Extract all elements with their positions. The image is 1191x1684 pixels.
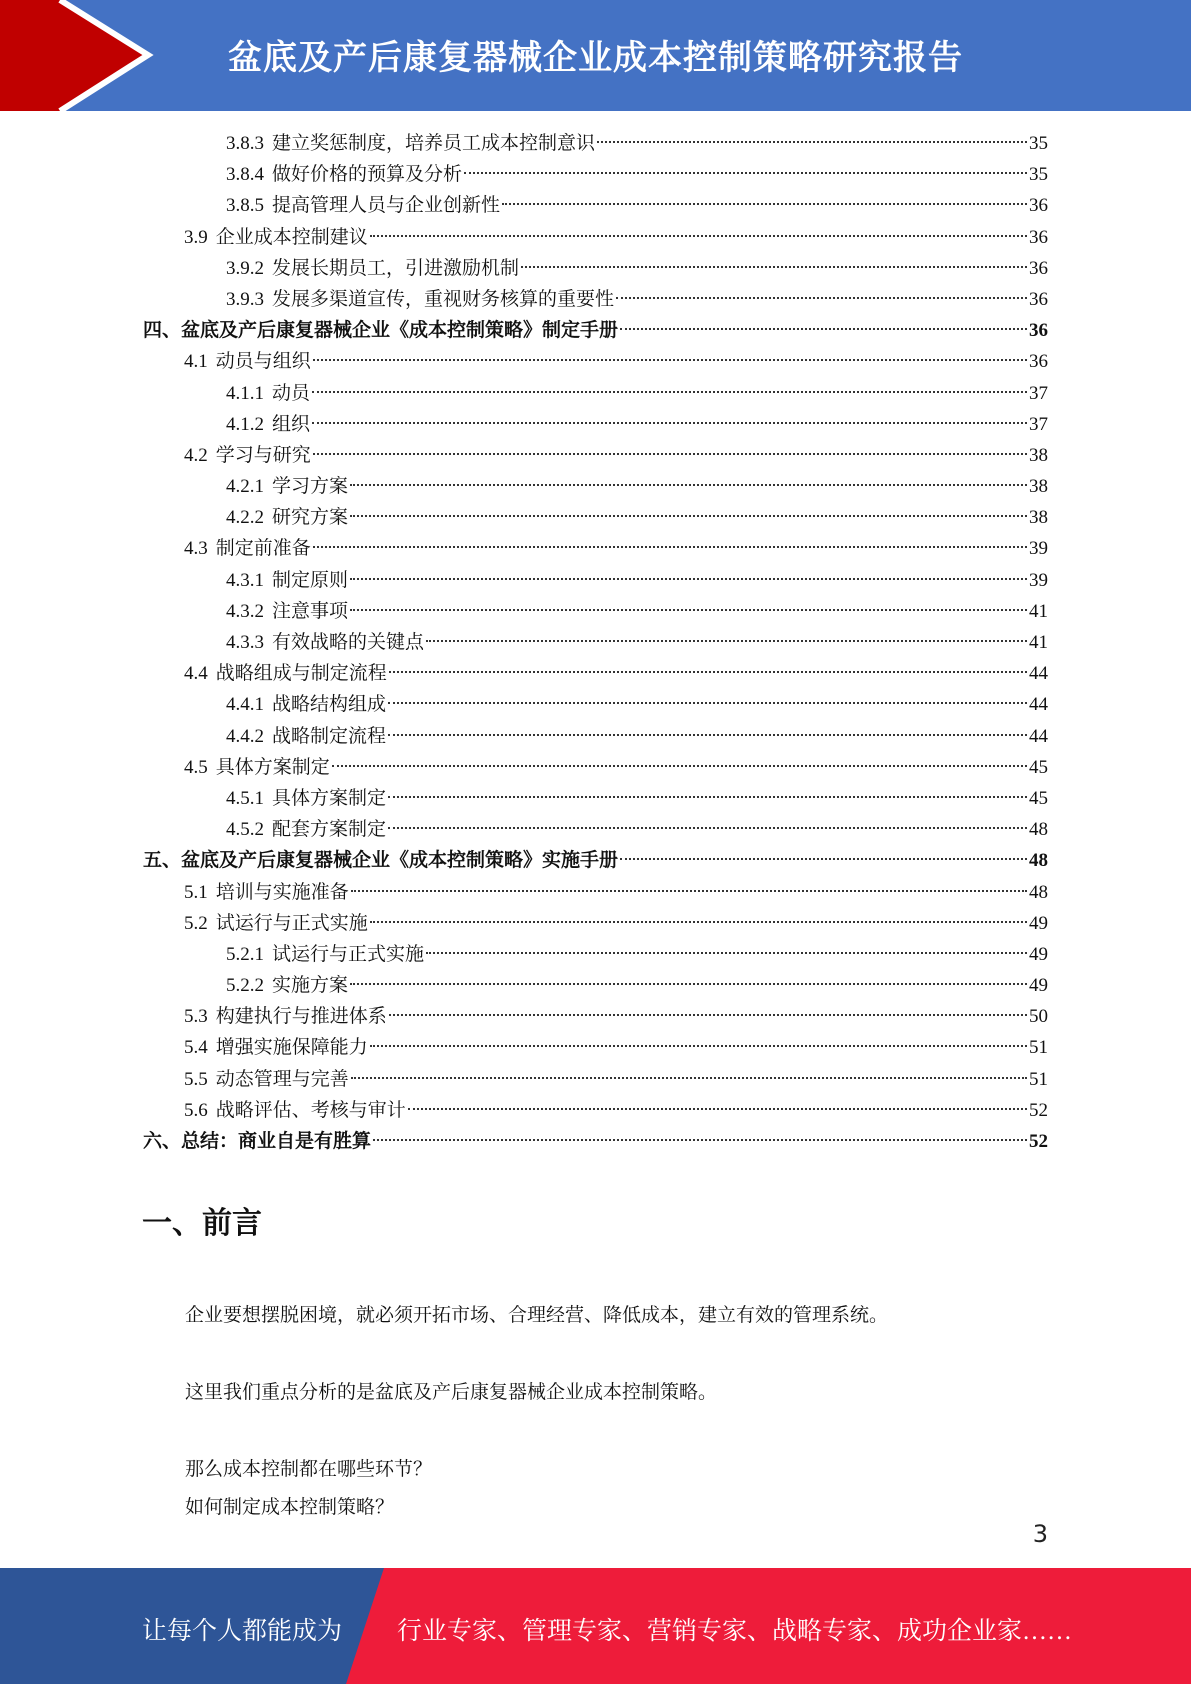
toc-dot-leader	[388, 702, 1027, 704]
toc-entry[interactable]	[143, 1032, 1048, 1063]
toc-dot-leader	[426, 640, 1027, 642]
toc-entry-number: 3.8.3	[226, 133, 264, 154]
footer-slogan-left: 让每个人都能成为	[142, 1618, 343, 1645]
toc-entry-title: 增强实施保障能力	[215, 1037, 368, 1059]
toc-entry-number: 5.2.2	[226, 975, 264, 997]
toc-entry-title: 建立奖惩制度，培养员工成本控制意识	[272, 133, 596, 154]
toc-entry[interactable]	[143, 1126, 1048, 1157]
toc-entry-page: 37	[1029, 382, 1048, 404]
toc-entry-number: 4.1.2	[226, 413, 264, 435]
toc-entry[interactable]	[143, 253, 1048, 284]
toc-dot-leader	[620, 858, 1027, 860]
toc-entry-title: 学习方案	[272, 476, 349, 498]
toc-entry[interactable]	[143, 471, 1048, 502]
toc-entry[interactable]	[143, 378, 1048, 409]
toc-entry[interactable]	[143, 970, 1048, 1001]
footer-slogan-right: 行业专家、管理专家、营销专家、战略专家、成功企业家……	[397, 1618, 1073, 1645]
toc-dot-leader	[370, 1045, 1027, 1047]
toc-entry-title: 配套方案制定	[272, 819, 387, 841]
toc-dot-leader	[313, 453, 1027, 455]
toc-entry[interactable]	[143, 596, 1048, 627]
toc-entry-page: 52	[1029, 1099, 1048, 1121]
toc-entry-title: 培训与实施准备	[215, 881, 349, 903]
toc-entry-number: 5.2	[184, 912, 208, 934]
page-header	[0, 0, 1191, 111]
toc-entry[interactable]	[143, 627, 1048, 658]
toc-entry-title: 动员与组织	[215, 351, 311, 373]
toc-entry-title: 五、盆底及产后康复器械企业《成本控制策略》实施手册	[143, 850, 619, 872]
toc-dot-leader	[312, 422, 1027, 424]
toc-entry-number: 4.5.2	[226, 819, 264, 841]
toc-dot-leader	[350, 578, 1027, 580]
toc-entry-number: 4.3.1	[226, 569, 264, 591]
toc-entry[interactable]	[143, 409, 1048, 440]
toc-entry[interactable]	[143, 502, 1048, 533]
toc-dot-leader	[332, 765, 1027, 767]
toc-entry-page: 49	[1029, 912, 1048, 934]
toc-entry[interactable]	[143, 440, 1048, 471]
toc-dot-leader	[388, 734, 1027, 736]
toc-entry[interactable]	[143, 533, 1048, 564]
toc-dot-leader	[389, 671, 1027, 673]
toc-entry-page: 35	[1029, 133, 1048, 154]
toc-entry-title: 制定前准备	[215, 538, 311, 560]
toc-entry-title: 提高管理人员与企业创新性	[272, 195, 501, 217]
toc-entry-number: 4.3	[184, 538, 208, 560]
toc-entry-title: 四、盆底及产后康复器械企业《成本控制策略》制定手册	[143, 320, 619, 342]
toc-dot-leader	[389, 1014, 1027, 1016]
toc-entry[interactable]	[143, 783, 1048, 814]
toc-dot-leader	[350, 983, 1027, 985]
toc-entry[interactable]	[143, 284, 1048, 315]
toc-entry-title: 组织	[272, 413, 311, 435]
toc-entry-page: 39	[1029, 538, 1048, 560]
toc-entry-title: 战略组成与制定流程	[215, 663, 387, 685]
toc-dot-leader	[388, 827, 1027, 829]
toc-dot-leader	[464, 172, 1027, 174]
page-footer	[0, 1568, 1191, 1684]
toc-dot-leader	[620, 328, 1027, 330]
toc-entry-title: 试运行与正式实施	[215, 912, 368, 934]
toc-entry-number: 4.3.3	[226, 632, 264, 653]
toc-entry-number: 5.2.1	[226, 943, 264, 965]
toc-dot-leader	[350, 484, 1027, 486]
toc-entry-page: 50	[1029, 1006, 1048, 1028]
toc-entry-title: 动员	[272, 382, 311, 404]
toc-entry-number: 5.1	[184, 881, 208, 903]
toc-entry[interactable]	[143, 814, 1048, 845]
toc-entry-title: 六、总结：商业自是有胜算	[143, 1131, 372, 1152]
toc-entry-title: 试运行与正式实施	[272, 943, 425, 965]
toc-dot-leader	[370, 921, 1027, 923]
toc-entry-page: 35	[1029, 164, 1048, 186]
toc-entry-number: 3.9	[184, 226, 208, 248]
toc-entry-title: 具体方案制定	[215, 756, 330, 778]
toc-entry-page: 39	[1029, 569, 1048, 591]
toc-entry-title: 战略制定流程	[272, 725, 387, 747]
section-heading: 一、前言	[142, 1206, 262, 1241]
toc-dot-leader	[350, 515, 1027, 517]
toc-dot-leader	[426, 952, 1027, 954]
toc-entry-number: 4.2.2	[226, 507, 264, 529]
toc-entry-number: 5.3	[184, 1006, 208, 1028]
toc-entry-number: 3.9.3	[226, 288, 264, 310]
toc-dot-leader	[373, 1139, 1027, 1141]
table-of-contents	[143, 128, 1048, 1157]
toc-entry-page: 41	[1029, 600, 1048, 622]
toc-entry-page: 36	[1029, 226, 1048, 248]
toc-entry-number: 5.6	[184, 1099, 208, 1121]
toc-dot-leader	[351, 890, 1027, 892]
toc-entry-title: 学习与研究	[215, 444, 311, 466]
toc-entry-page: 52	[1029, 1131, 1048, 1152]
toc-entry-title: 研究方案	[272, 507, 349, 529]
toc-entry[interactable]	[143, 939, 1048, 970]
toc-entry[interactable]	[143, 752, 1048, 783]
paragraph: 如何制定成本控制策略？	[185, 1497, 395, 1518]
toc-dot-leader	[408, 1108, 1027, 1110]
toc-entry-page: 48	[1029, 850, 1048, 872]
toc-entry-page: 51	[1029, 1037, 1048, 1059]
toc-entry-number: 3.9.2	[226, 257, 264, 279]
paragraph: 那么成本控制都在哪些环节？	[185, 1459, 433, 1480]
toc-entry-page: 44	[1029, 663, 1048, 685]
toc-entry[interactable]	[143, 565, 1048, 596]
page-number: 3	[1032, 1520, 1048, 1548]
toc-entry[interactable]	[143, 159, 1048, 190]
toc-entry-page: 36	[1029, 320, 1048, 342]
toc-entry-page: 49	[1029, 975, 1048, 997]
toc-entry-page: 36	[1029, 195, 1048, 217]
toc-entry-title: 战略结构组成	[272, 694, 387, 716]
toc-dot-leader	[388, 796, 1027, 798]
toc-entry[interactable]	[143, 1064, 1048, 1095]
toc-entry-page: 51	[1029, 1068, 1048, 1090]
toc-entry-number: 3.8.4	[226, 164, 264, 186]
toc-entry-page: 49	[1029, 943, 1048, 965]
toc-entry[interactable]	[143, 315, 1048, 346]
toc-entry-page: 44	[1029, 725, 1048, 747]
toc-entry-title: 战略评估、考核与审计	[215, 1099, 406, 1121]
toc-entry-title: 发展长期员工，引进激励机制	[272, 257, 520, 279]
toc-dot-leader	[313, 359, 1027, 361]
toc-entry-page: 44	[1029, 694, 1048, 716]
toc-entry-title: 具体方案制定	[272, 787, 387, 809]
toc-dot-leader	[313, 546, 1027, 548]
toc-entry-title: 企业成本控制建议	[215, 226, 368, 248]
toc-entry-page: 38	[1029, 444, 1048, 466]
toc-entry-number: 5.5	[184, 1068, 208, 1090]
toc-entry-number: 4.2.1	[226, 476, 264, 498]
toc-dot-leader	[312, 391, 1027, 393]
toc-entry-page: 36	[1029, 257, 1048, 279]
toc-entry[interactable]	[143, 908, 1048, 939]
toc-entry-page: 36	[1029, 288, 1048, 310]
toc-entry[interactable]	[143, 845, 1048, 876]
toc-entry-title: 实施方案	[272, 975, 349, 997]
toc-dot-leader	[350, 609, 1027, 611]
toc-entry-title: 有效战略的关键点	[272, 632, 425, 653]
toc-entry-page: 45	[1029, 756, 1048, 778]
toc-entry[interactable]	[143, 877, 1048, 908]
toc-entry-number: 4.1.1	[226, 382, 264, 404]
toc-entry-number: 4.3.2	[226, 600, 264, 622]
toc-entry[interactable]	[143, 128, 1048, 159]
paragraph: 这里我们重点分析的是盆底及产后康复器械企业成本控制策略。	[185, 1382, 718, 1403]
toc-entry-page: 36	[1029, 351, 1048, 373]
toc-entry-number: 4.4.2	[226, 725, 264, 747]
toc-entry-title: 制定原则	[272, 569, 349, 591]
toc-entry-number: 4.5.1	[226, 787, 264, 809]
toc-entry-title: 构建执行与推进体系	[215, 1006, 387, 1028]
toc-entry-number: 4.1	[184, 351, 208, 373]
toc-dot-leader	[351, 1077, 1027, 1079]
toc-dot-leader	[370, 235, 1027, 237]
toc-entry-title: 动态管理与完善	[215, 1068, 349, 1090]
toc-entry[interactable]	[143, 190, 1048, 221]
toc-entry[interactable]	[143, 658, 1048, 689]
toc-entry[interactable]	[143, 346, 1048, 377]
toc-entry-page: 48	[1029, 881, 1048, 903]
chevron-arrow-icon	[0, 0, 160, 111]
toc-entry-page: 45	[1029, 787, 1048, 809]
toc-entry[interactable]	[143, 689, 1048, 720]
toc-entry[interactable]	[143, 222, 1048, 253]
toc-entry-title: 发展多渠道宣传，重视财务核算的重要性	[272, 288, 615, 310]
toc-entry-page: 38	[1029, 507, 1048, 529]
toc-entry[interactable]	[143, 721, 1048, 752]
toc-dot-leader	[597, 141, 1027, 143]
toc-entry-number: 5.4	[184, 1037, 208, 1059]
toc-entry-page: 41	[1029, 632, 1048, 653]
toc-entry[interactable]	[143, 1095, 1048, 1126]
toc-entry[interactable]	[143, 1001, 1048, 1032]
toc-entry-page: 37	[1029, 413, 1048, 435]
toc-entry-page: 38	[1029, 476, 1048, 498]
toc-dot-leader	[521, 266, 1027, 268]
toc-entry-page: 48	[1029, 819, 1048, 841]
toc-entry-title: 注意事项	[272, 600, 349, 622]
paragraph: 企业要想摆脱困境，就必须开拓市场、合理经营、降低成本，建立有效的管理系统。	[185, 1305, 889, 1326]
toc-entry-number: 4.4	[184, 663, 208, 685]
toc-dot-leader	[616, 297, 1027, 299]
toc-dot-leader	[502, 203, 1027, 205]
toc-entry-title: 做好价格的预算及分析	[272, 164, 463, 186]
toc-entry-number: 3.8.5	[226, 195, 264, 217]
toc-entry-number: 4.5	[184, 756, 208, 778]
toc-entry-number: 4.4.1	[226, 694, 264, 716]
toc-entry-number: 4.2	[184, 444, 208, 466]
document-title: 盆底及产后康复器械企业成本控制策略研究报告	[228, 38, 963, 78]
